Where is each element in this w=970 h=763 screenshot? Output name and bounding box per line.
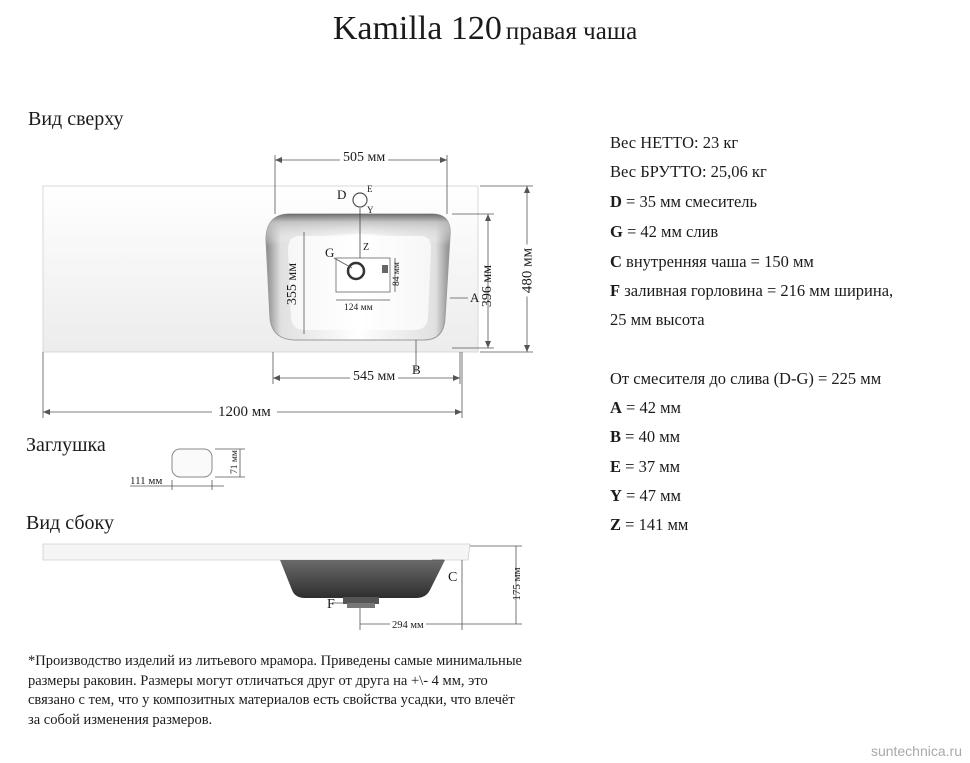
spec-line-f-cont: 25 мм высота — [610, 310, 705, 329]
dim-drain-height: 84 мм — [392, 262, 402, 286]
spec-size-b: B = 40 мм — [610, 427, 681, 446]
spec-size-a: A = 42 мм — [610, 398, 681, 417]
spec-size-e: E = 37 мм — [610, 457, 681, 476]
title-main: Kamilla 120 — [332, 10, 502, 47]
source-watermark: suntechnica.ru — [870, 743, 962, 759]
footnote: *Производство изделий из литьевого мрамора. Приведены самые минимальные размеры раковин. Размеры могут отличаться друг от друга на +\- 4 мм, это связано с тем, что у композитных материалов есть свойства усадки, что влечёт за собой изменения размеров. — [28, 653, 522, 728]
dim-plug-height: 71 мм — [230, 450, 240, 474]
faucet-hole — [353, 193, 367, 207]
marker-z: Z — [363, 242, 370, 253]
plug-shape — [172, 449, 212, 477]
marker-f: F — [327, 597, 335, 612]
plug-heading: Заглушка — [26, 434, 106, 456]
page-title — [0, 10, 970, 48]
side-view-drawing — [43, 544, 522, 630]
marker-a: A — [470, 290, 480, 305]
drain-neck — [343, 597, 379, 604]
marker-g: G — [325, 245, 335, 260]
dim-drain-width: 124 мм — [344, 303, 373, 313]
dim-total-width: 1200 мм — [212, 404, 277, 421]
spec-line-c: C внутренняя чаша = 150 мм — [610, 252, 814, 271]
spec-weight-gross: Вес БРУТТО: 25,06 кг — [610, 162, 767, 181]
marker-e: E — [367, 184, 373, 194]
title-sub: правая чаша — [505, 18, 638, 45]
spec-distance: От смесителя до слива (D-G) = 225 мм — [610, 369, 882, 388]
dim-inner-depth: 355 мм — [285, 262, 300, 306]
dim-plug-width: 111 мм — [130, 475, 163, 487]
dim-side-height: 175 мм — [511, 567, 523, 601]
dim-top-width: 505 мм — [340, 150, 388, 166]
dim-bowl-depth: 396 мм — [480, 264, 495, 308]
drain-hole — [348, 263, 364, 279]
spec-weight-net: Вес НЕТТО: 23 кг — [610, 133, 739, 152]
dim-side-offset: 294 мм — [392, 620, 424, 631]
dim-bowl-offset: 545 мм — [350, 369, 398, 385]
marker-c: C — [448, 570, 458, 585]
marker-b: B — [412, 362, 421, 377]
spec-line-f: F заливная горловина = 216 мм ширина, — [610, 281, 894, 300]
bowl-side — [280, 560, 445, 598]
spec-size-y: Y = 47 мм — [610, 486, 681, 505]
top-view-heading: Вид сверху — [28, 108, 124, 130]
spec-line-g: G = 42 мм слив — [610, 222, 719, 241]
side-view-heading: Вид сбоку — [26, 512, 114, 534]
spec-line-d: D = 35 мм смеситель — [610, 192, 758, 211]
spec-size-z: Z = 141 мм — [610, 515, 689, 534]
marker-d: D — [337, 187, 347, 202]
countertop-side — [43, 544, 470, 560]
dim-total-depth: 480 мм — [520, 245, 537, 297]
marker-y: Y — [367, 205, 374, 215]
